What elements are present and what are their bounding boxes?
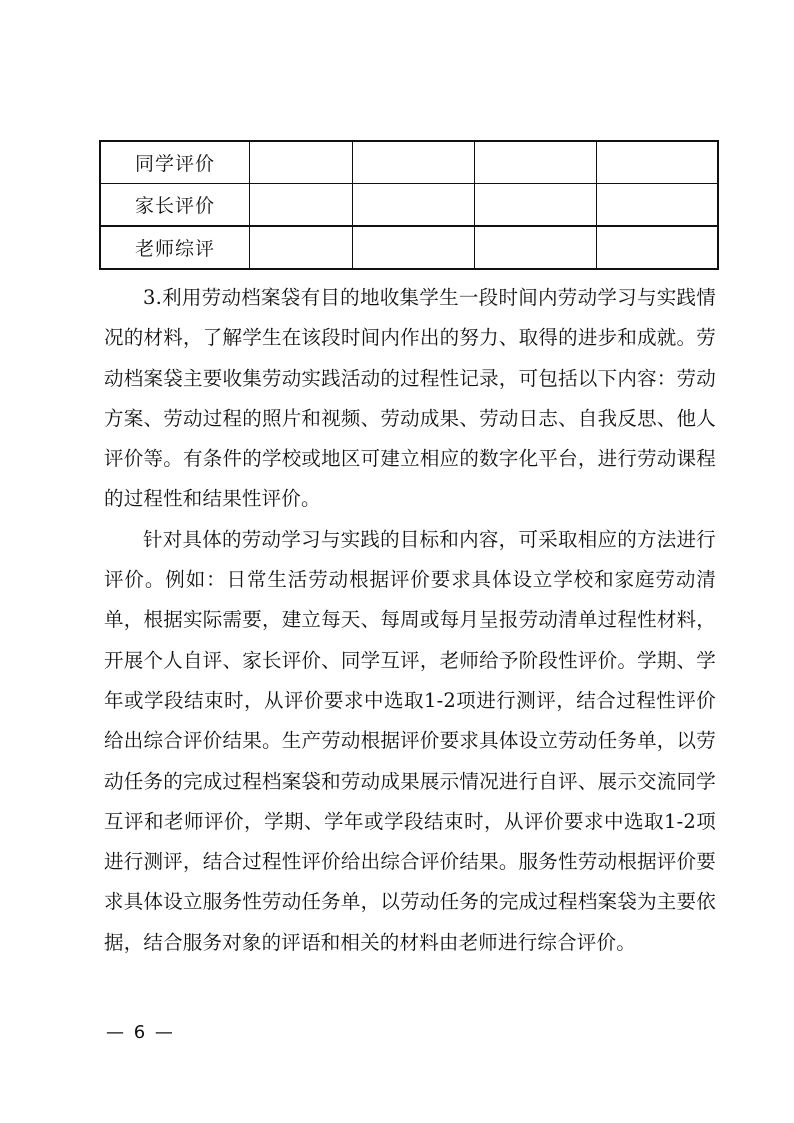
evaluation-table <box>99 140 719 270</box>
page-number: — 6 — <box>106 1022 175 1043</box>
table-cell <box>475 141 597 184</box>
paragraph-evaluation-methods: 针对具体的劳动学习与实践的目标和内容，可采取相应的方法进行评价。例如：日常生活劳动根据评价要求具体设立学校和家庭劳动清单，根据实际需要，建立每天、每周或每月呈报劳动清单过程性材料，开展个人自评、家长评价、同学互评，老师给予阶段性评价。学期、学年或学段结束时，从评价要求中选取1-2项进行测评，结合过程性评价给出综合评价结果。生产劳动根据评价要求具体设立劳动任务单，以劳动任务的完成过程档案袋和劳动成果展示情况进行自评、展示交流同学互评和老师评价，学期、学年或学段结束时，从评价要求中选取1-2项进行测评，结合过程性评价给出综合评价结果。服务性劳动根据评价要求具体设立服务性劳动任务单，以劳动任务的完成过程档案袋为主要依据，结合服务对象的评语和相关的材料由老师进行综合评价。 <box>104 527 716 954</box>
table-row <box>100 226 718 269</box>
table-row <box>100 141 718 184</box>
table-cell <box>597 226 719 269</box>
table-row <box>100 184 718 227</box>
table-cell <box>597 184 719 227</box>
table-cell <box>250 141 353 184</box>
row-label: 同学评价 <box>100 141 250 184</box>
table-cell <box>250 184 353 227</box>
table-cell <box>353 141 475 184</box>
table-cell <box>475 184 597 227</box>
row-label: 老师综评 <box>100 226 250 269</box>
table-cell <box>353 226 475 269</box>
body-text <box>104 278 716 963</box>
table-cell <box>353 184 475 227</box>
table-cell <box>475 226 597 269</box>
table-cell <box>250 226 353 269</box>
table-cell <box>597 141 719 184</box>
row-label: 家长评价 <box>100 184 250 227</box>
paragraph-portfolio: 3.利用劳动档案袋有目的地收集学生一段时间内劳动学习与实践情况的材料，了解学生在该段时间内作出的努力、取得的进步和成就。劳动档案袋主要收集劳动实践活动的过程性记录，可包括以下内容：劳动方案、劳动过程的照片和视频、劳动成果、劳动日志、自我反思、他人评价等。有条件的学校或地区可建立相应的数字化平台，进行劳动课程的过程性和结果性评价。 <box>104 286 716 511</box>
